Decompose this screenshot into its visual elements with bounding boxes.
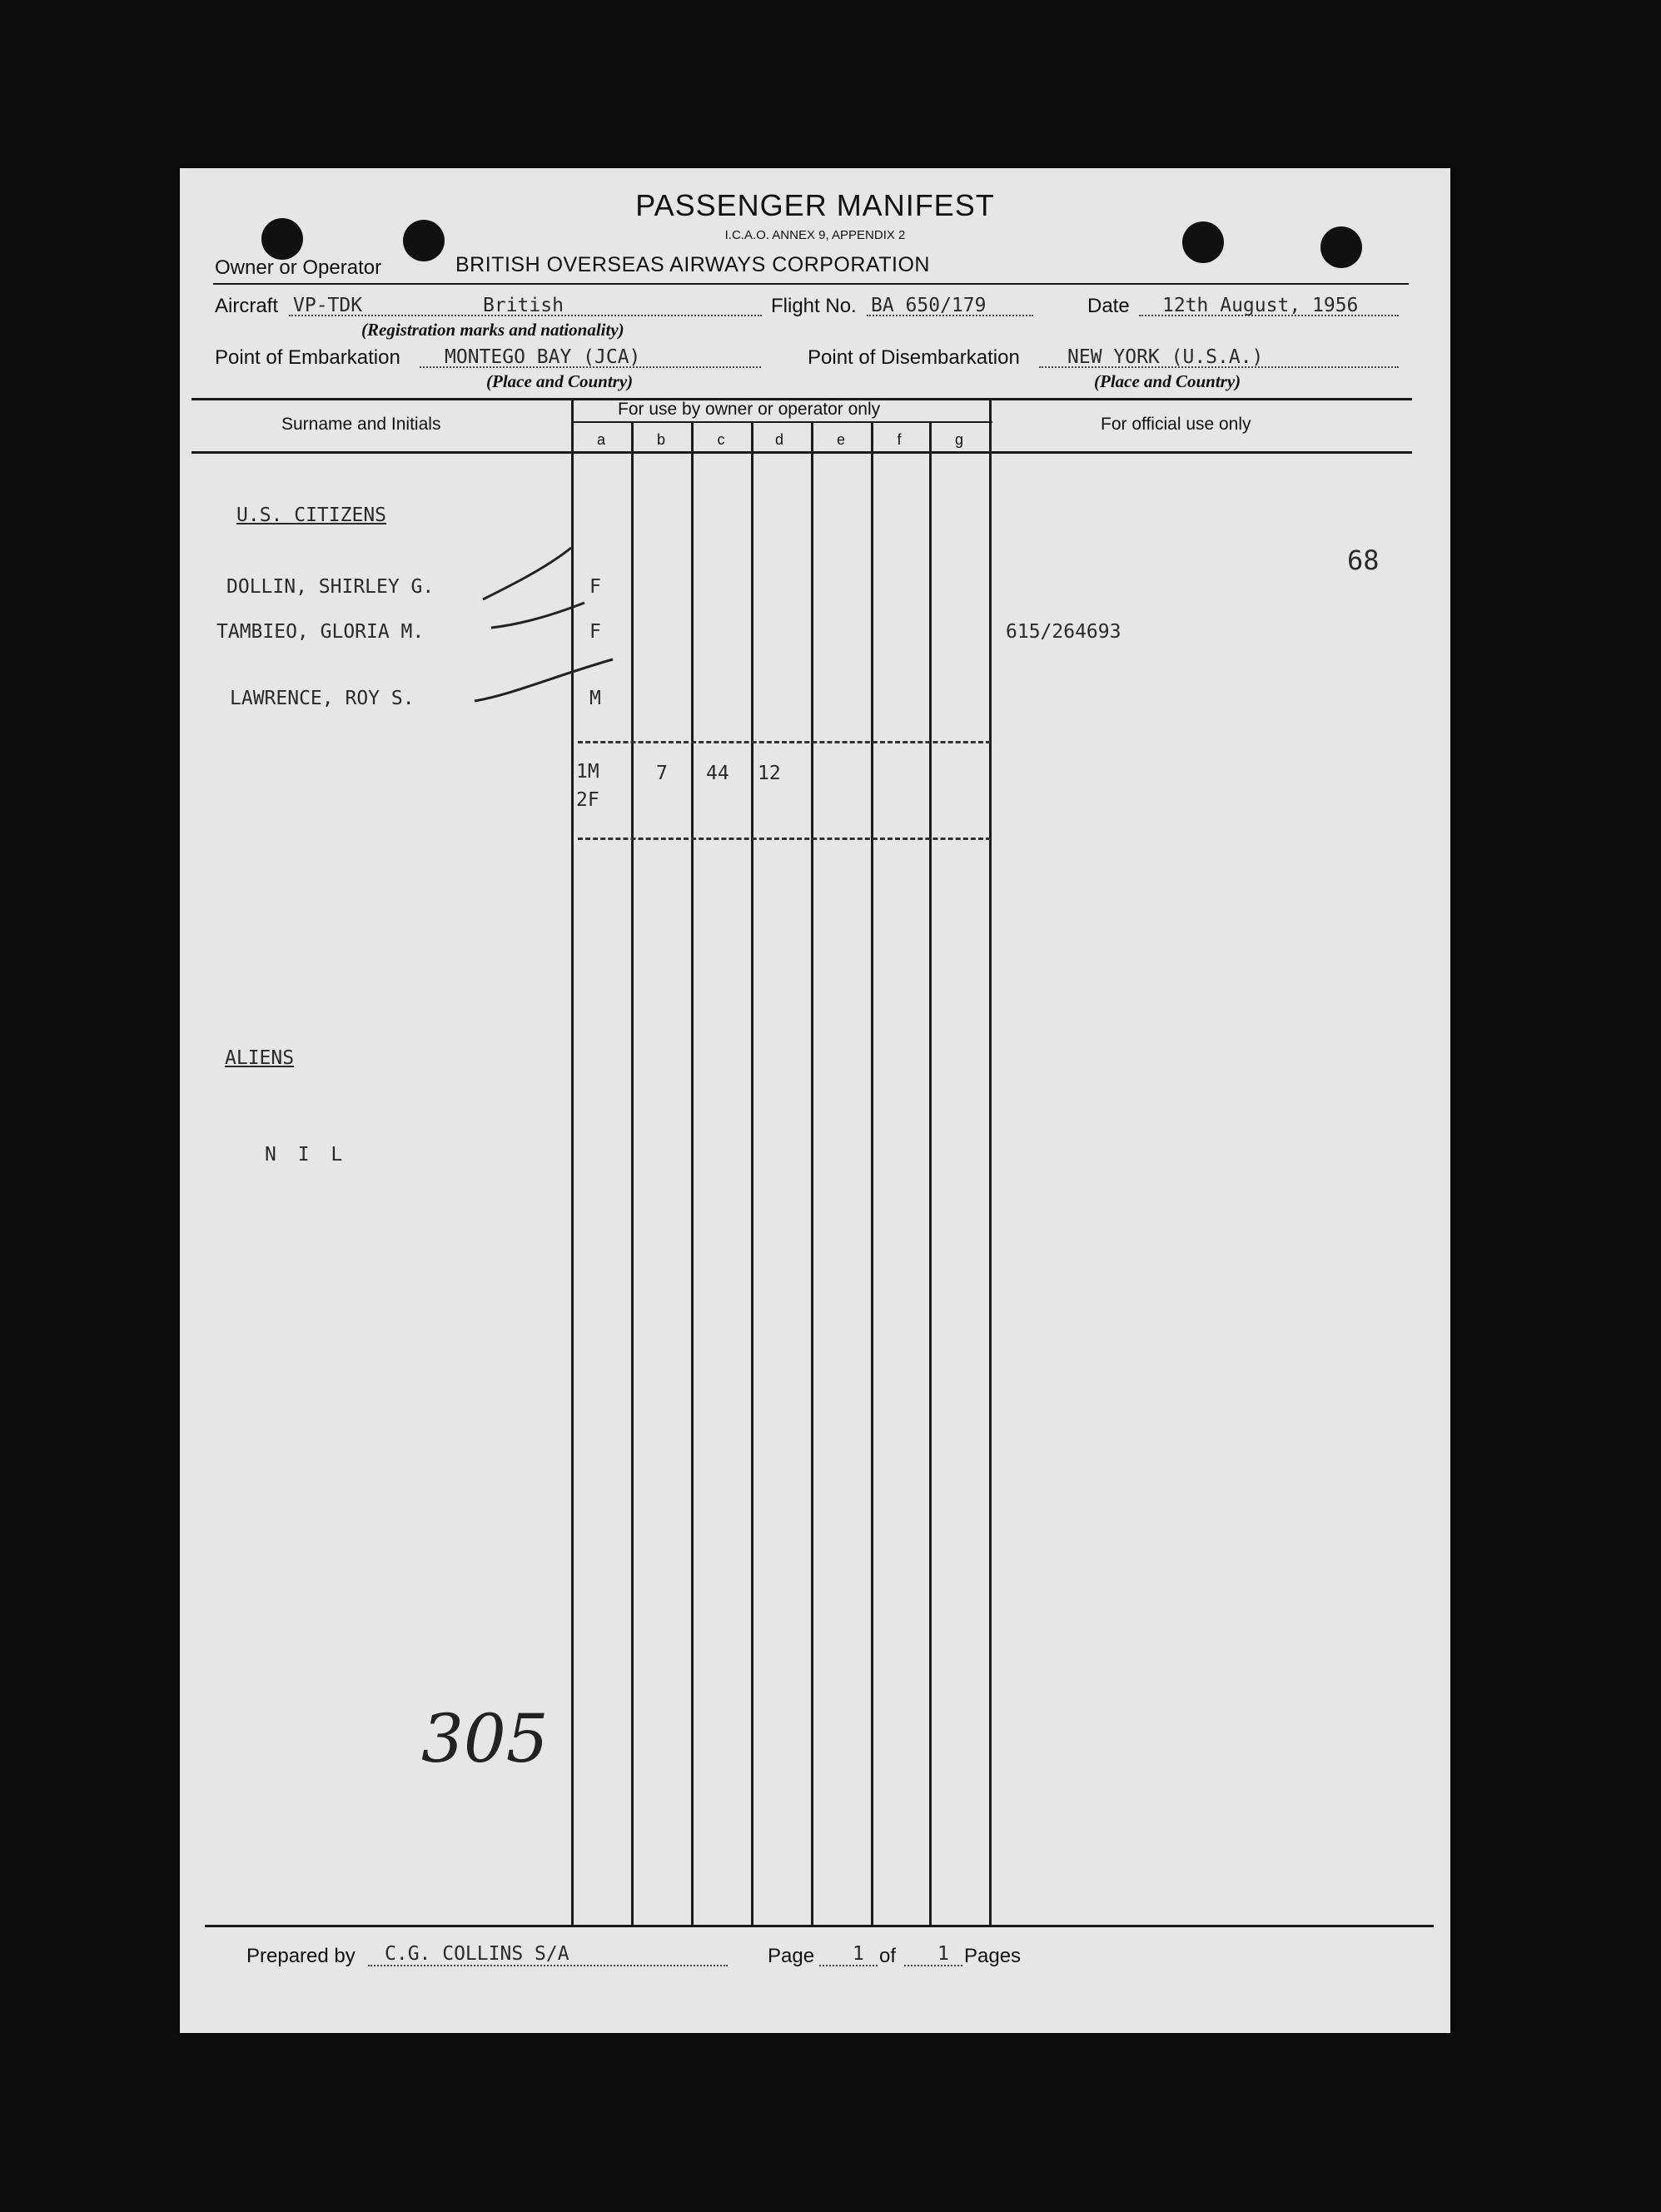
page-dots — [819, 1965, 878, 1966]
col-header-official: For official use only — [1101, 415, 1251, 434]
passenger-sex: F — [589, 576, 601, 598]
of-dots — [904, 1965, 962, 1966]
page-number: 68 — [1347, 544, 1380, 576]
handwritten-number: 305 — [421, 1700, 549, 1777]
embarkation-caption: (Place and Country) — [486, 371, 634, 391]
col-letter-b: b — [656, 431, 665, 448]
passenger-sex: F — [589, 621, 601, 643]
col-letter-a: a — [596, 431, 605, 448]
prepared-value: C.G. COLLINS S/A — [385, 1943, 569, 1965]
aircraft-registration: VP-TDK — [293, 295, 363, 316]
aircraft-label: Aircraft — [215, 295, 279, 317]
aliens-value: N I L — [265, 1144, 348, 1166]
totals-dashed-rule — [578, 838, 991, 840]
form-title: PASSENGER MANIFEST — [635, 188, 995, 222]
col-header-owner-use: For use by owner or operator only — [618, 400, 881, 419]
flight-label: Flight No. — [771, 295, 857, 317]
passenger-name: LAWRENCE, ROY S. — [230, 688, 415, 709]
passenger-name: DOLLIN, SHIRLEY G. — [226, 576, 435, 598]
owner-value: BRITISH OVERSEAS AIRWAYS CORPORATION — [455, 253, 930, 276]
manifest-sheet — [180, 168, 1450, 2033]
total-male: 1M — [576, 761, 599, 783]
owner-label: Owner or Operator — [215, 256, 382, 279]
totals-dashed-rule — [578, 741, 991, 743]
total-c: 44 — [706, 763, 729, 784]
disembarkation-caption: (Place and Country) — [1094, 371, 1241, 391]
prepared-dots — [368, 1965, 728, 1966]
passenger-sex: M — [589, 688, 601, 709]
disembarkation-value: NEW YORK (U.S.A.) — [1067, 346, 1264, 368]
passenger-name: TAMBIEO, GLORIA M. — [216, 621, 425, 643]
embarkation-label: Point of Embarkation — [215, 346, 400, 369]
prepared-label: Prepared by — [246, 1945, 356, 1967]
of-label: of — [879, 1945, 897, 1967]
form-subtitle: I.C.A.O. ANNEX 9, APPENDIX 2 — [724, 228, 906, 242]
disembarkation-label: Point of Disembarkation — [808, 346, 1020, 369]
col-letter-e: e — [836, 431, 845, 448]
col-header-surname: Surname and Initials — [281, 415, 441, 434]
check-strokes — [180, 168, 1450, 2033]
col-letter-c: c — [717, 431, 725, 448]
col-letter-f: f — [897, 431, 902, 448]
official-reference: 615/264693 — [1006, 621, 1121, 643]
aliens-heading: ALIENS — [225, 1047, 295, 1069]
col-letter-g: g — [954, 431, 963, 448]
date-value: 12th August, 1956 — [1162, 295, 1359, 316]
embarkation-value: MONTEGO BAY (JCA) — [445, 346, 641, 368]
pages-label: Pages — [964, 1945, 1022, 1967]
us-citizens-heading: U.S. CITIZENS — [236, 505, 387, 526]
total-d: 12 — [758, 763, 781, 784]
date-label: Date — [1087, 295, 1130, 317]
col-letter-d: d — [774, 431, 783, 448]
of-value: 1 — [937, 1943, 949, 1965]
page-label: Page — [768, 1945, 815, 1967]
aircraft-nationality: British — [483, 295, 564, 316]
aircraft-caption: (Registration marks and nationality) — [361, 320, 624, 340]
total-female: 2F — [576, 789, 599, 811]
total-b: 7 — [656, 763, 668, 784]
flight-number: BA 650/179 — [871, 295, 987, 316]
page-value: 1 — [853, 1943, 864, 1965]
